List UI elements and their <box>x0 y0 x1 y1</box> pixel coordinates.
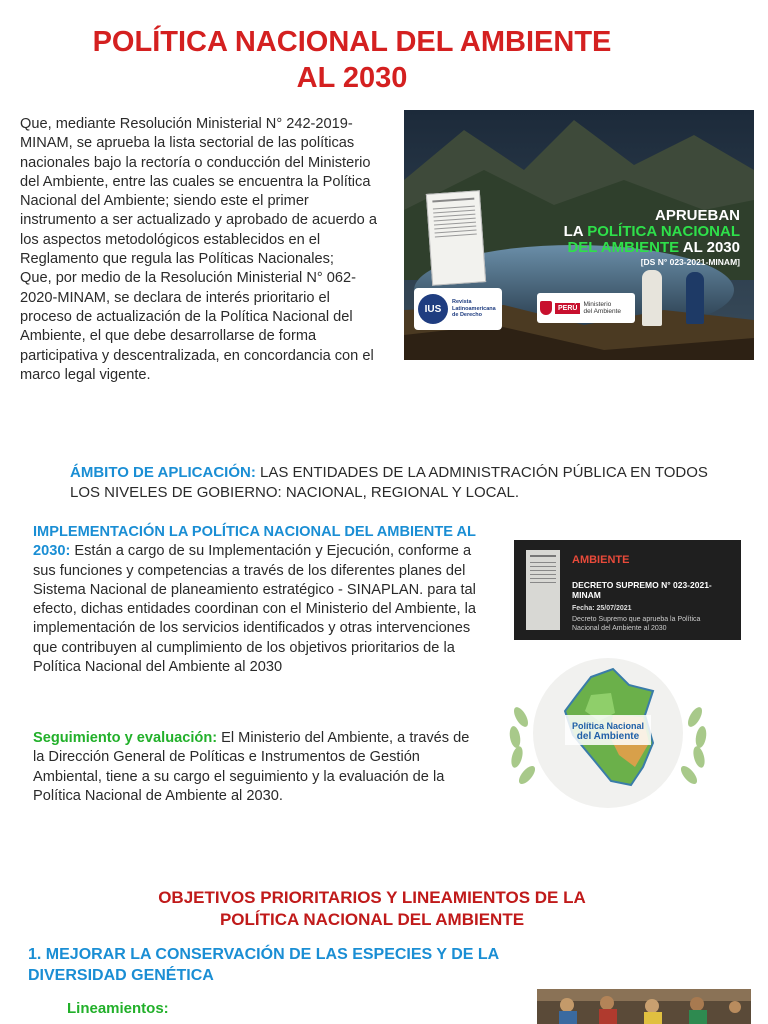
objetivos-title <box>40 887 704 931</box>
objetivo-1-heading <box>28 944 548 986</box>
implementacion-section <box>33 523 478 677</box>
person-figure <box>686 272 704 324</box>
intro-paragraph-1: Que, mediante Resolución Ministerial N° 242-2019-MINAM, se aprueba la lista sectorial de las políticas nacionales bajo la rectoría o conducción del Ministerio del Ambiente, entre las cuales se encuentra la Política Nacional del Ambiente; siendo este el primer instrumento a ser actualizado y aprobado de acuerdo a los aspectos metodológicos establecidos en el Reglamento que regula las Políticas Nacionales; <box>20 116 377 268</box>
ius-name: Revista Latinoamericana de Derecho <box>452 299 496 319</box>
pna-logo-text <box>565 721 651 743</box>
title-line-1: POLÍTICA NACIONAL DEL AMBIENTE <box>92 26 612 58</box>
lineamientos-label: Lineamientos: <box>67 1000 169 1017</box>
objetivo-1-line-1: 1. MEJORAR LA CONSERVACIÓN DE LAS ESPECIES Y DE LA <box>28 946 500 963</box>
objetivo-1-line-2: DIVERSIDAD GENÉTICA <box>28 967 214 984</box>
intro-text <box>20 115 380 385</box>
hero-line-1: APRUEBAN <box>654 207 740 224</box>
decree-category: AMBIENTE <box>572 554 630 566</box>
ambito-section <box>70 463 710 503</box>
bottom-photo <box>537 989 751 1024</box>
ius-badge-icon: IUS <box>418 294 448 324</box>
decree-description: Decreto Supremo que aprueba la Política Nacional del Ambiente al 2030 <box>572 616 701 632</box>
seguimiento-label: Seguimiento y evaluación: <box>33 730 218 746</box>
decree-date: Fecha: 25/07/2021 <box>572 605 632 612</box>
seguimiento-section <box>33 729 478 806</box>
page-title <box>40 24 664 96</box>
ambito-label: ÁMBITO DE APLICACIÓN: <box>70 464 256 481</box>
hero-decree-tag: [DS N° 023-2021-MINAM] <box>640 257 740 267</box>
decree-title: DECRETO SUPREMO N° 023-2021- MINAM <box>572 580 712 600</box>
objetivos-title-line-1: OBJETIVOS PRIORITARIOS Y LINEAMIENTOS DE LA <box>158 888 586 907</box>
person-figure <box>642 270 662 326</box>
decree-card <box>514 540 741 640</box>
pna-logo-line-1: Política Nacional <box>571 721 645 731</box>
seguimiento-text: El Ministerio del Ambiente, a través de la Dirección General de Políticas e Instrumentos de Gestión Ambiental, tiene a su cargo el seguimiento y la evaluación de la Política Nacional de Ambiente al 2030. <box>33 730 470 804</box>
pna-logo-line-2: del Ambiente <box>576 731 640 742</box>
hero-line-3: DEL AMBIENTE AL 2030 <box>567 239 740 256</box>
decree-thumbnail <box>526 550 560 630</box>
implementacion-label: IMPLEMENTACIÓN LA POLÍTICA NACIONAL DEL AMBIENTE AL 2030: <box>33 524 476 560</box>
hero-line-2: LA POLÍTICA NACIONAL <box>563 223 740 240</box>
pna-logo <box>503 655 713 810</box>
peru-shield-icon <box>540 301 552 315</box>
ius-logo <box>414 288 502 330</box>
title-line-2: AL 2030 <box>296 62 408 94</box>
objetivos-title-line-2: POLÍTICA NACIONAL DEL AMBIENTE <box>219 910 525 929</box>
implementacion-text: Están a cargo de su Implementación y Ejecución, conforme a sus funciones y competencias a través de los diferentes planes del Sistema Nacional de planeamiento estratégico - SINAPLAN. para tal efecto, dichas entidades coordinan con el Ministerio del Ambiente, la implementación de los servicios identificados y otras intervenciones que contribuyen al cumplimiento de los objetivos prioritarios de la Política Nacional del Ambiente al 2030 <box>33 543 476 676</box>
document-thumbnail <box>426 190 486 286</box>
hero-image <box>404 110 754 360</box>
peru-label: PERÚ <box>555 303 580 314</box>
bottom-photo-graphic <box>537 989 751 1024</box>
ministry-name: Ministerio del Ambiente <box>583 300 622 315</box>
ambito-text: LAS ENTIDADES DE LA ADMINISTRACIÓN PÚBLICA EN TODOS LOS NIVELES DE GOBIERNO: NACIONAL, REGIONAL Y LOCAL. <box>70 464 708 501</box>
intro-paragraph-2: Que, por medio de la Resolución Ministerial N° 062-2020-MINAM, se declara de interés prioritario el proceso de actualización de la Política Nacional del Ambiente, el que debe desarrollarse de forma participativa y descentralizada, en concordancia con el marco legal vigente. <box>20 270 374 383</box>
minam-logo <box>537 293 635 323</box>
hero-headline <box>564 208 740 268</box>
